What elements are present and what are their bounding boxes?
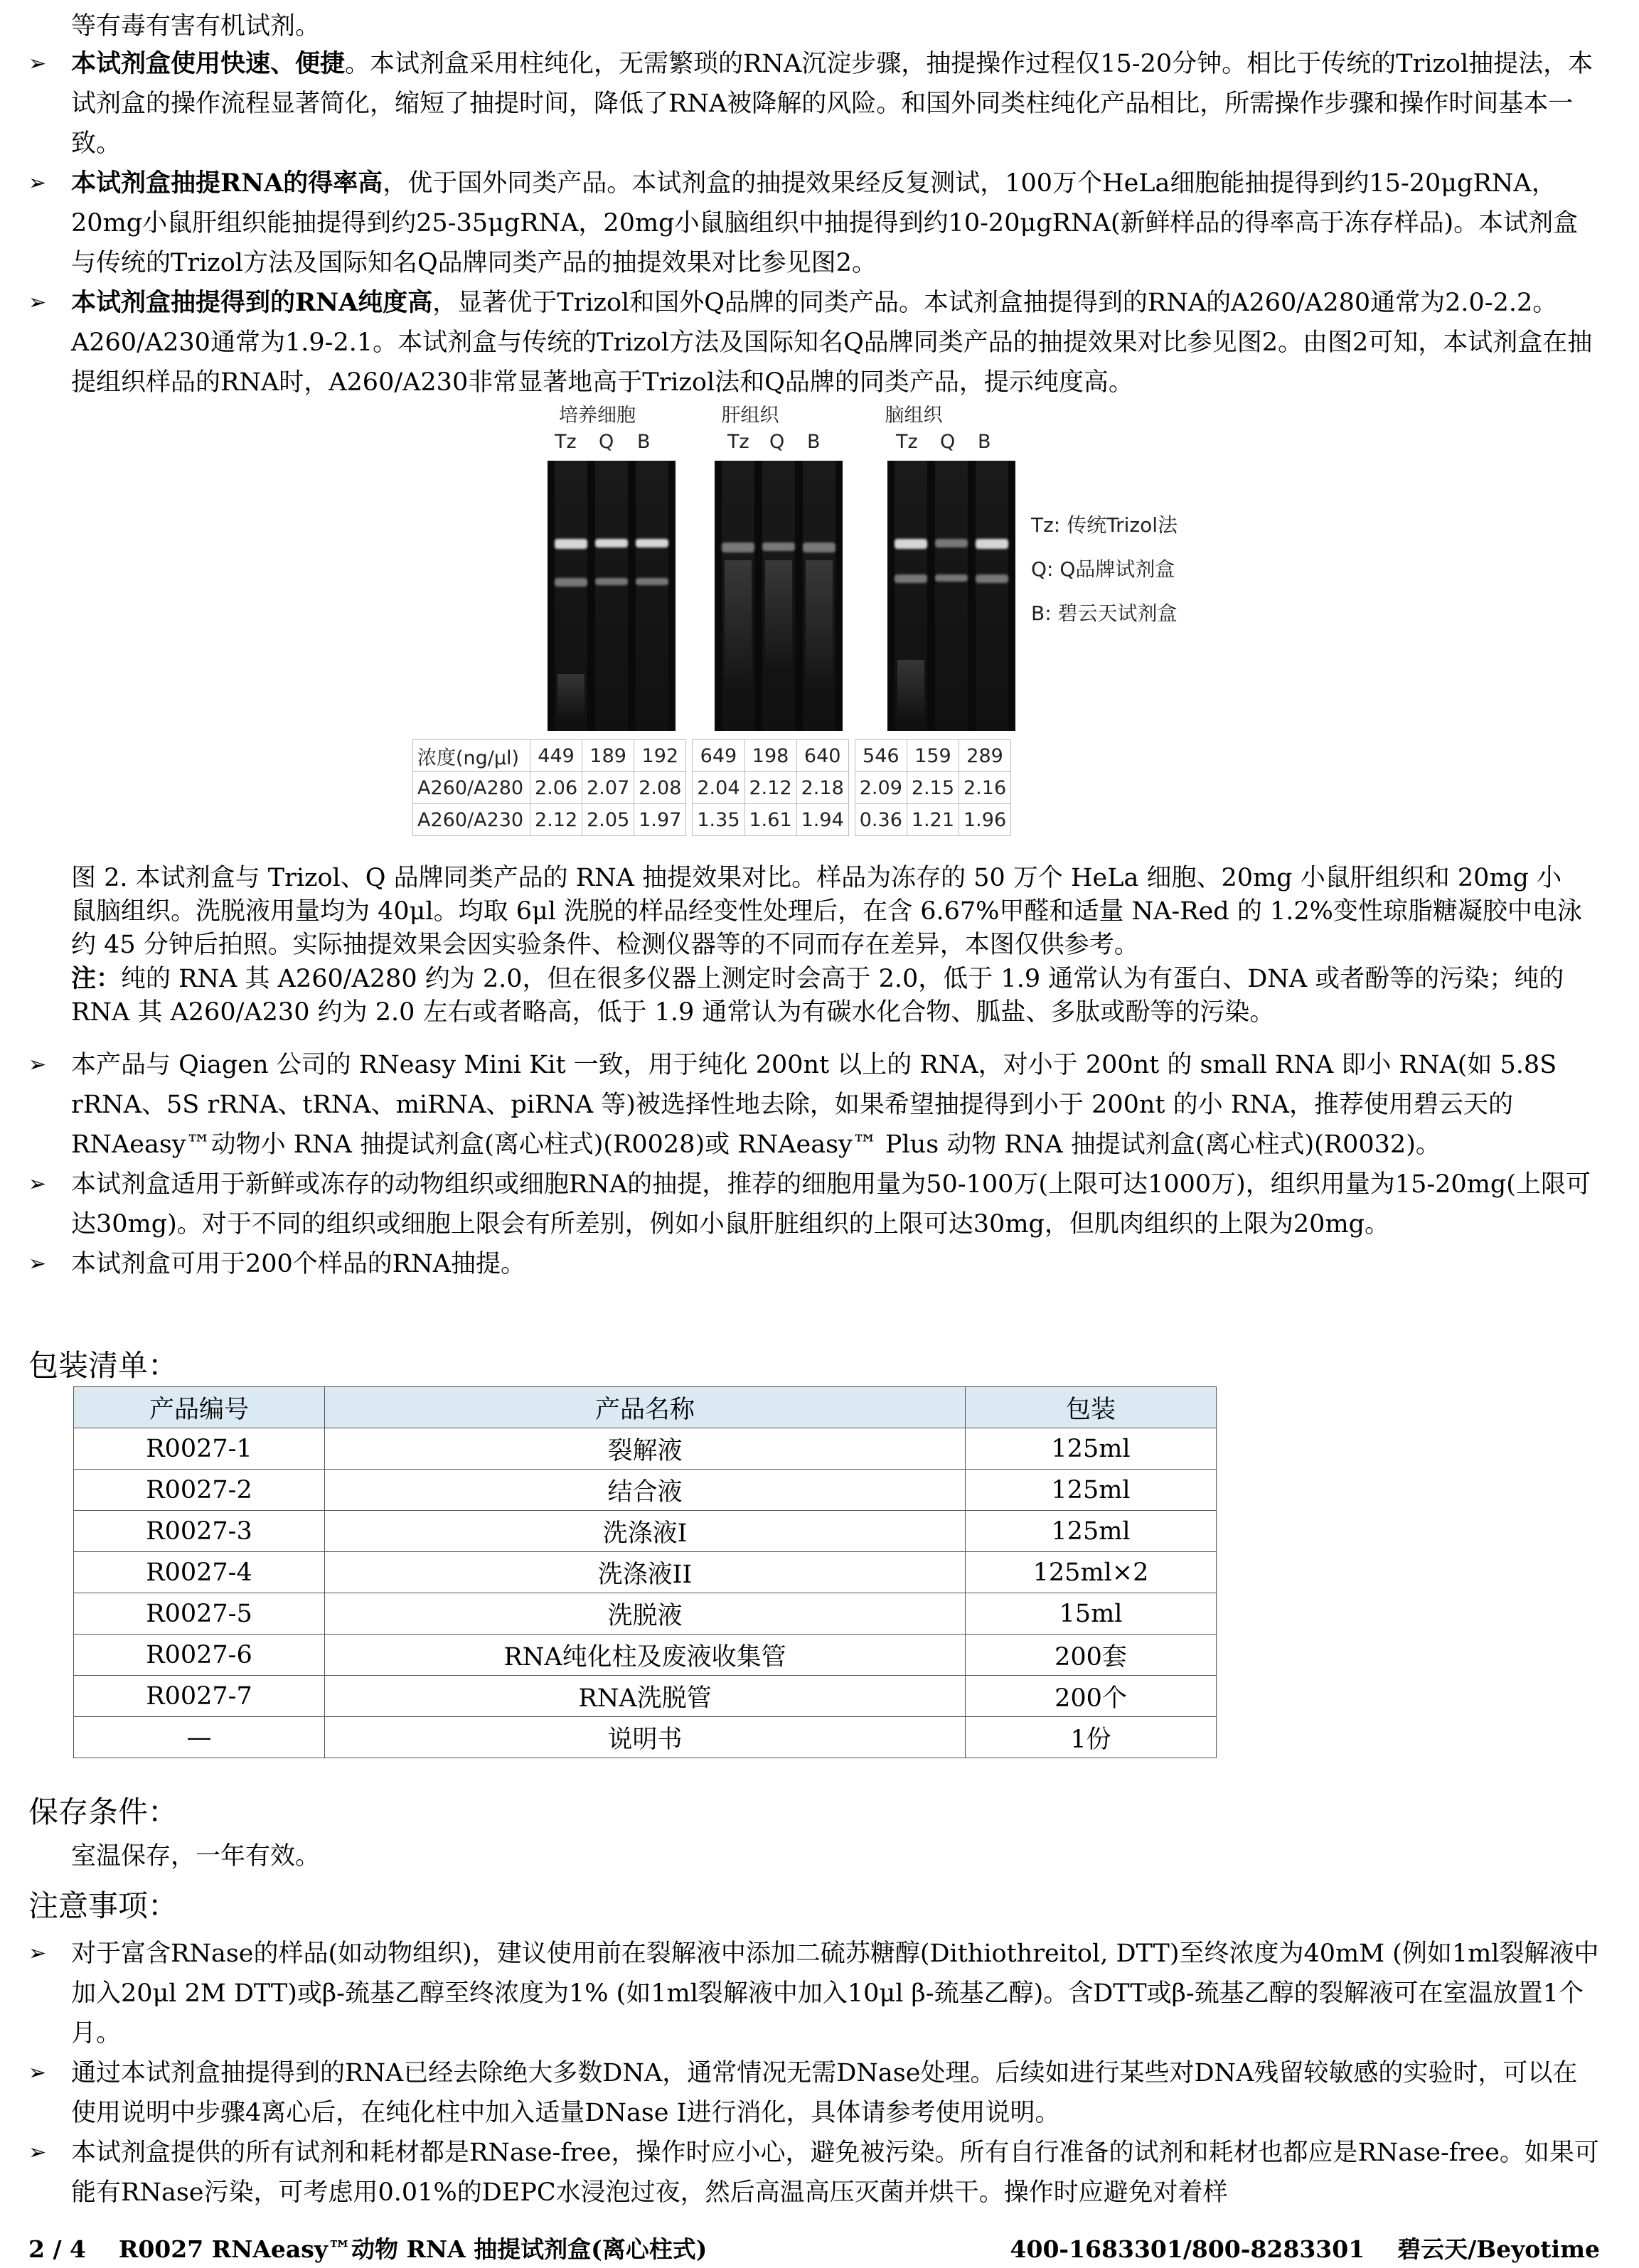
lane-label: Tz (555, 431, 577, 453)
value-cell: 1.94 (796, 804, 848, 836)
note-item (28, 1934, 1600, 2053)
feature-item (28, 44, 1600, 164)
cell-gap (848, 740, 855, 772)
value-cell: 289 (959, 740, 1011, 772)
lane-label: Q (940, 431, 956, 453)
value-cell: 2.05 (582, 804, 634, 836)
value-cell: 2.12 (530, 804, 582, 836)
feature-item (28, 1045, 1600, 1165)
packing-table (73, 1386, 1217, 1758)
table-row (74, 1552, 1217, 1593)
packing-title: 包装清单： (28, 1348, 178, 1383)
arrow-bullet-icon: ➢ (28, 290, 47, 315)
cell-gap (686, 804, 693, 836)
table-row (74, 1635, 1217, 1676)
arrow-bullet-icon: ➢ (28, 51, 47, 76)
figure-legend (1031, 503, 1178, 636)
value-cell: 198 (744, 740, 796, 772)
feature-text: 本产品与 Qiagen 公司的 RNeasy Mini Kit 一致，用于纯化 200nt 以上的 RNA，对小于 200nt 的 small RNA 即小 RNA(如 5.8S rRNA、5S rRNA、tRNA、miRNA、piRNA 等)被选择性地去除，如果希望抽提得到小于 200nt 的小 RNA，推荐使用碧云天的 RNAeasy™动物小 RNA 抽提试剂盒(离心柱式)(R0028)或 RNAeasy™ Plus 动物 RNA 抽提试剂盒(离心柱式)(R0032)。 (71, 1051, 1557, 1159)
arrow-bullet-icon: ➢ (28, 2140, 47, 2165)
feature-item (28, 1244, 1600, 1284)
feature-text: ，显著优于Trizol和国外Q品牌的同类产品。本试剂盒抽提得到的RNA的A260/A280通常为2.0-2.2。A260/A230通常为1.9-2.1。本试剂盒与传统的Trizol方法及国际知名Q品牌同类产品的抽提效果对比参见图2。由图2可知，本试剂盒在抽提组织样品的RNA时，A260/A230非常显著地高于Trizol法和Q品牌的同类产品，提示纯度高。 (71, 289, 1593, 397)
arrow-bullet-icon: ➢ (28, 1052, 47, 1077)
legend-item: Q: Q品牌试剂盒 (1031, 557, 1175, 581)
value-cell: 1.35 (693, 804, 744, 836)
table-cell: 125ml (966, 1428, 1217, 1470)
value-cell: 2.16 (959, 772, 1011, 804)
table-cell: 洗涤液II (325, 1552, 966, 1593)
table-cell: 说明书 (325, 1717, 966, 1758)
lane-label: B (807, 431, 821, 453)
table-cell: 125ml (966, 1470, 1217, 1511)
arrow-bullet-icon: ➢ (28, 2060, 47, 2085)
table-cell: 15ml (966, 1593, 1217, 1635)
table-cell: R0027-2 (74, 1470, 325, 1511)
value-cell: 159 (907, 740, 959, 772)
lane-label: Q (769, 431, 785, 453)
lane-label: B (637, 431, 651, 453)
page-number: 2 / 4 (28, 2235, 86, 2263)
feature-item (28, 1165, 1600, 1244)
figure-2 (412, 390, 1202, 859)
arrow-bullet-icon: ➢ (28, 1251, 47, 1276)
table-cell: R0027-5 (74, 1593, 325, 1635)
value-cell: 649 (693, 740, 744, 772)
concentration-row (413, 772, 1011, 804)
table-cell: R0027-6 (74, 1635, 325, 1676)
footer-right (1010, 2231, 1600, 2264)
value-cell: 2.04 (693, 772, 744, 804)
feature-heading: 本试剂盒使用快速、便捷 (71, 49, 346, 78)
table-row (74, 1470, 1217, 1511)
value-cell: 2.15 (907, 772, 959, 804)
note-text: 纯的 RNA 其 A260/A280 约为 2.0，但在很多仪器上测定时会高于 2.0，低于 1.9 通常认为有蛋白、DNA 或者酚等的污染；纯的 RNA 其 A260/A230 约为 2.0 左右或者略高，低于 1.9 通常认为有碳水化合物、胍盐、多肽或酚等的污染。 (71, 965, 1564, 1027)
note-item (28, 2053, 1600, 2133)
lane-label: Tz (896, 431, 918, 453)
caption-note (71, 962, 1586, 1029)
table-row (74, 1676, 1217, 1717)
table-cell: — (74, 1717, 325, 1758)
gel-image-liver (715, 461, 843, 731)
arrow-bullet-icon: ➢ (28, 1941, 47, 1966)
concentration-row (413, 740, 1011, 772)
note-text: 对于富含RNase的样品(如动物组织)，建议使用前在裂解液中添加二硫苏糖醇(Dithiothreitol, DTT)至终浓度为40mM (例如1ml裂解液中加入20μl 2M DTT)或β-巯基乙醇至终浓度为1% (如1ml裂解液中加入10μl β-巯基乙醇)。含DTT或β-巯基乙醇的裂解液可在室温放置1个月。 (71, 1940, 1599, 2048)
feature-text: 本试剂盒适用于新鲜或冻存的动物组织或细胞RNA的抽提，推荐的细胞用量为50-100万(上限可达1000万)，组织用量为15-20mg(上限可达30mg)。对于不同的组织或细胞上限会有所差别，例如小鼠肝脏组织的上限可达30mg，但肌肉组织的上限为20mg。 (71, 1170, 1591, 1239)
table-cell: 洗脱液 (325, 1593, 966, 1635)
table-cell: R0027-3 (74, 1511, 325, 1552)
feature-text: 。本试剂盒采用柱纯化，无需繁琐的RNA沉淀步骤，抽提操作过程仅15-20分钟。相比于传统的Trizol抽提法，本试剂盒的操作流程显著简化，缩短了抽提时间，降低了RNA被降解的风险。和国外同类柱纯化产品相比，所需操作步骤和操作时间基本一致。 (71, 50, 1593, 158)
value-cell: 2.07 (582, 772, 634, 804)
value-cell: 1.96 (959, 804, 1011, 836)
feature-text: 本试剂盒可用于200个样品的RNA抽提。 (71, 1250, 526, 1278)
feature-heading: 本试剂盒抽提得到的RNA纯度高 (71, 288, 433, 317)
legend-item: Tz: 传统Trizol法 (1031, 513, 1178, 537)
cell-gap (848, 772, 855, 804)
cell-gap (848, 804, 855, 836)
value-cell: 2.12 (744, 772, 796, 804)
table-cell: RNA洗脱管 (325, 1676, 966, 1717)
note-text: 通过本试剂盒抽提得到的RNA已经去除绝大多数DNA，通常情况无需DNase处理。后续如进行某些对DNA残留较敏感的实验时，可以在使用说明中步骤4离心后，在纯化柱中加入适量DNase I进行消化，具体请参考使用说明。 (71, 2059, 1578, 2127)
feature-text: ，优于国外同类产品。本试剂盒的抽提效果经反复测试，100万个HeLa细胞能抽提得到约15-20μgRNA，20mg小鼠肝组织能抽提得到约25-35μgRNA，20mg小鼠脑组织中抽提得到约10-20μgRNA(新鲜样品的得率高于冻存样品)。本试剂盒与传统的Trizol方法及国际知名Q品牌同类产品的抽提效果对比参见图2。 (71, 169, 1579, 277)
notes-title: 注意事项： (28, 1888, 178, 1923)
legend-item: B: 碧云天试剂盒 (1031, 601, 1178, 625)
table-cell: R0027-7 (74, 1676, 325, 1717)
value-cell: 1.61 (744, 804, 796, 836)
table-cell: 125ml (966, 1511, 1217, 1552)
feature-list (28, 44, 1600, 402)
column-header: 产品编号 (74, 1387, 325, 1428)
column-header: 产品名称 (325, 1387, 966, 1428)
lane-label: Tz (727, 431, 749, 453)
gel-group-label: 脑组织 (885, 405, 943, 427)
value-cell: 640 (796, 740, 848, 772)
table-row (74, 1593, 1217, 1635)
row-label: A260/A230 (413, 804, 530, 836)
note-text: 本试剂盒提供的所有试剂和耗材都是RNase-free，操作时应小心，避免被污染。所有自行准备的试剂和耗材也都应是RNase-free。如果可能有RNase污染，可考虑用0.01%的DEPC水浸泡过夜，然后高温高压灭菌并烘干。操作时应避免对着样 (71, 2139, 1599, 2207)
lane-label: Q (599, 431, 614, 453)
row-label: 浓度(ng/μl) (413, 740, 530, 772)
feature-item (28, 283, 1600, 402)
table-cell: R0027-4 (74, 1552, 325, 1593)
table-cell: R0027-1 (74, 1428, 325, 1470)
table-cell: 洗涤液I (325, 1511, 966, 1552)
storage-text: 室温保存，一年有效。 (71, 1842, 321, 1871)
caption-text: 图 2. 本试剂盒与 Trizol、Q 品牌同类产品的 RNA 抽提效果对比。样品为冻存的 50 万个 HeLa 细胞、20mg 小鼠肝组织和 20mg 小鼠脑组织。洗脱液用量均为 40μl。均取 6μl 洗脱的样品经变性处理后，在含 6.67%甲醛和适量 NA-Red 的 1.2%变性琼脂糖凝胶中电泳约 45 分钟后拍照。实际抽提效果会因实验条件、检测仪器等的不同而存在差异，本图仅供参考。 (71, 864, 1582, 959)
value-cell: 0.36 (855, 804, 907, 836)
table-row (74, 1717, 1217, 1758)
gel-group-label: 肝组织 (721, 405, 779, 427)
table-row (74, 1511, 1217, 1552)
value-cell: 2.18 (796, 772, 848, 804)
value-cell: 449 (530, 740, 582, 772)
product-name: R0027 RNAeasy™动物 RNA 抽提试剂盒(离心柱式) (118, 2235, 708, 2263)
table-cell: 200套 (966, 1635, 1217, 1676)
phone-number: 400-1683301/800-8283301 (1010, 2235, 1365, 2263)
row-label: A260/A280 (413, 772, 530, 804)
table-cell: 1份 (966, 1717, 1217, 1758)
feature-heading: 本试剂盒抽提RNA的得率高 (71, 169, 383, 198)
notes-list (28, 1934, 1600, 2213)
gel-image-cells (548, 461, 676, 731)
value-cell: 546 (855, 740, 907, 772)
arrow-bullet-icon: ➢ (28, 1172, 47, 1197)
brand-name: 碧云天/Beyotime (1397, 2235, 1600, 2263)
gel-group-label: 培养细胞 (559, 405, 636, 427)
value-cell: 2.06 (530, 772, 582, 804)
lane-label: B (978, 431, 991, 453)
value-cell: 189 (582, 740, 634, 772)
feature-list-2 (28, 1045, 1600, 1284)
value-cell: 1.97 (634, 804, 686, 836)
cell-gap (686, 740, 693, 772)
feature-item (28, 164, 1600, 283)
cell-gap (686, 772, 693, 804)
gel-image-brain (887, 461, 1015, 731)
table-cell: 结合液 (325, 1470, 966, 1511)
column-header: 包装 (966, 1387, 1217, 1428)
table-row (74, 1428, 1217, 1470)
value-cell: 2.08 (634, 772, 686, 804)
table-cell: 200个 (966, 1676, 1217, 1717)
concentration-row (413, 804, 1011, 836)
note-label: 注： (71, 964, 122, 993)
table-cell: 裂解液 (325, 1428, 966, 1470)
table-cell: 125ml×2 (966, 1552, 1217, 1593)
continued-text: 等有毒有害有机试剂。 (71, 12, 321, 41)
storage-title: 保存条件： (28, 1794, 178, 1829)
value-cell: 1.21 (907, 804, 959, 836)
value-cell: 2.09 (855, 772, 907, 804)
table-cell: RNA纯化柱及废液收集管 (325, 1635, 966, 1676)
footer-left (28, 2231, 707, 2264)
arrow-bullet-icon: ➢ (28, 171, 47, 196)
value-cell: 192 (634, 740, 686, 772)
note-item (28, 2133, 1600, 2213)
figure-caption (71, 862, 1586, 1029)
concentration-table (412, 739, 1011, 836)
